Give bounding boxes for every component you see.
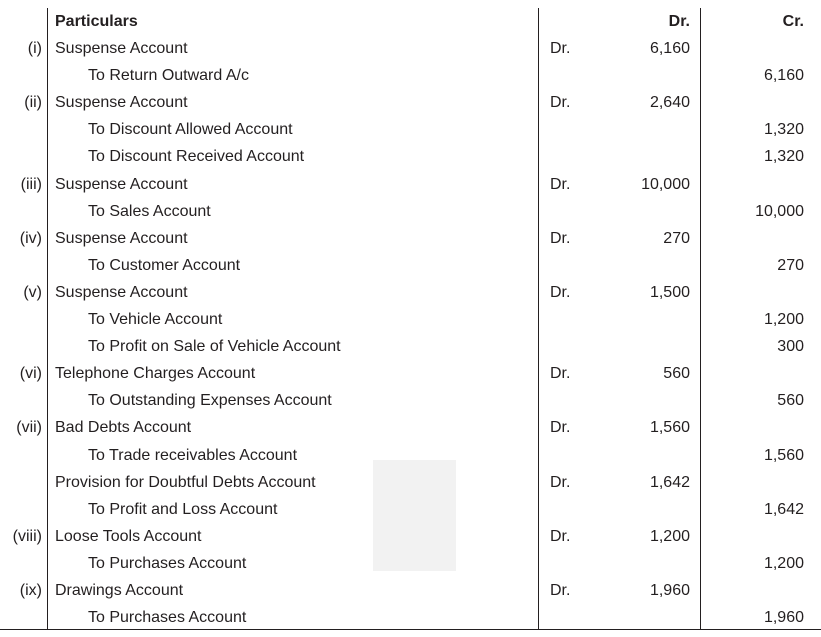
- entry-number: (iv): [19, 229, 42, 247]
- credit-amount: 6,160: [763, 67, 804, 85]
- debit-amount: 1,500: [649, 283, 690, 301]
- dr-marker: Dr.: [550, 419, 571, 437]
- table-row: [0, 414, 821, 441]
- particulars-cell: To Sales Account: [88, 202, 211, 220]
- table-row: [0, 523, 821, 550]
- table-header-row: [0, 8, 821, 35]
- particulars-cell: To Purchases Account: [88, 609, 247, 627]
- table-row: [0, 198, 821, 225]
- credit-amount: 1,960: [763, 609, 804, 627]
- header-cr: Cr.: [782, 13, 804, 30]
- entry-number: (vi): [19, 365, 42, 383]
- particulars-cell: To Outstanding Expenses Account: [88, 392, 332, 410]
- dr-marker: Dr.: [550, 229, 571, 247]
- debit-amount: 1,642: [649, 473, 690, 491]
- table-row: [0, 35, 821, 62]
- particulars-cell: To Customer Account: [88, 256, 241, 274]
- credit-amount: 1,560: [763, 446, 804, 464]
- table-row: [0, 116, 821, 143]
- debit-amount: 1,960: [649, 582, 690, 599]
- particulars-cell: Suspense Account: [55, 94, 188, 112]
- particulars-cell: To Return Outward A/c: [88, 67, 249, 85]
- entry-number: (iii): [20, 175, 42, 193]
- credit-amount: 300: [777, 338, 804, 356]
- dr-marker: Dr.: [550, 94, 571, 112]
- particulars-cell: To Profit on Sale of Vehicle Account: [88, 338, 341, 356]
- table-row: [0, 62, 821, 89]
- particulars-cell: Telephone Charges Account: [55, 365, 256, 383]
- entry-number: (v): [23, 283, 42, 301]
- table-row: [0, 550, 821, 577]
- particulars-cell: To Vehicle Account: [88, 311, 223, 328]
- entry-number: (viii): [12, 527, 42, 545]
- credit-amount: 560: [777, 392, 804, 410]
- credit-amount: 1,320: [763, 121, 804, 139]
- credit-amount: 1,642: [763, 500, 804, 518]
- debit-amount: 270: [663, 229, 690, 247]
- particulars-cell: To Discount Received Account: [88, 148, 305, 166]
- dr-marker: Dr.: [550, 527, 571, 545]
- particulars-cell: To Profit and Loss Account: [88, 500, 278, 518]
- particulars-cell: To Discount Allowed Account: [88, 121, 293, 139]
- particulars-cell: To Trade receivables Account: [88, 446, 298, 464]
- header-particulars: Particulars: [55, 13, 138, 30]
- table-row: [0, 604, 821, 631]
- table-row: [0, 89, 821, 116]
- debit-amount: 1,560: [649, 419, 690, 437]
- entry-number: (vii): [16, 419, 42, 437]
- credit-amount: 10,000: [755, 202, 804, 220]
- debit-amount: 560: [663, 365, 690, 383]
- particulars-cell: Bad Debts Account: [55, 419, 192, 437]
- table-row: [0, 306, 821, 333]
- table-row: [0, 387, 821, 414]
- particulars-cell: Suspense Account: [55, 283, 188, 301]
- table-row: [0, 333, 821, 360]
- particulars-cell: Drawings Account: [55, 582, 184, 599]
- credit-amount: 1,200: [763, 311, 804, 328]
- table-row: [0, 225, 821, 252]
- debit-amount: 1,200: [649, 527, 690, 545]
- credit-amount: 1,320: [763, 148, 804, 166]
- particulars-cell: Provision for Doubtful Debts Account: [55, 473, 316, 491]
- credit-amount: 270: [777, 256, 804, 274]
- table-row: [0, 496, 821, 523]
- entry-number: (ii): [24, 94, 42, 112]
- dr-marker: Dr.: [550, 283, 571, 301]
- dr-marker: Dr.: [550, 365, 571, 383]
- credit-amount: 1,200: [763, 554, 804, 572]
- table-row: [0, 360, 821, 387]
- debit-amount: 10,000: [641, 175, 690, 193]
- particulars-cell: Suspense Account: [55, 175, 188, 193]
- particulars-cell: Suspense Account: [55, 40, 188, 57]
- debit-amount: 6,160: [649, 40, 690, 57]
- dr-marker: Dr.: [550, 40, 571, 57]
- entry-number: (i): [27, 40, 42, 57]
- dr-marker: Dr.: [550, 175, 571, 193]
- dr-marker: Dr.: [550, 473, 571, 491]
- particulars-cell: To Purchases Account: [88, 554, 247, 572]
- dr-marker: Dr.: [550, 582, 571, 599]
- table-row: [0, 577, 821, 604]
- debit-amount: 2,640: [649, 94, 690, 112]
- particulars-cell: Suspense Account: [55, 229, 188, 247]
- table-row: [0, 143, 821, 170]
- table-row: [0, 442, 821, 469]
- table-row: [0, 279, 821, 306]
- header-dr: Dr.: [668, 13, 690, 30]
- entry-number: (ix): [19, 582, 42, 599]
- table-row: [0, 171, 821, 198]
- particulars-cell: Loose Tools Account: [55, 527, 202, 545]
- table-row: [0, 469, 821, 496]
- table-row: [0, 252, 821, 279]
